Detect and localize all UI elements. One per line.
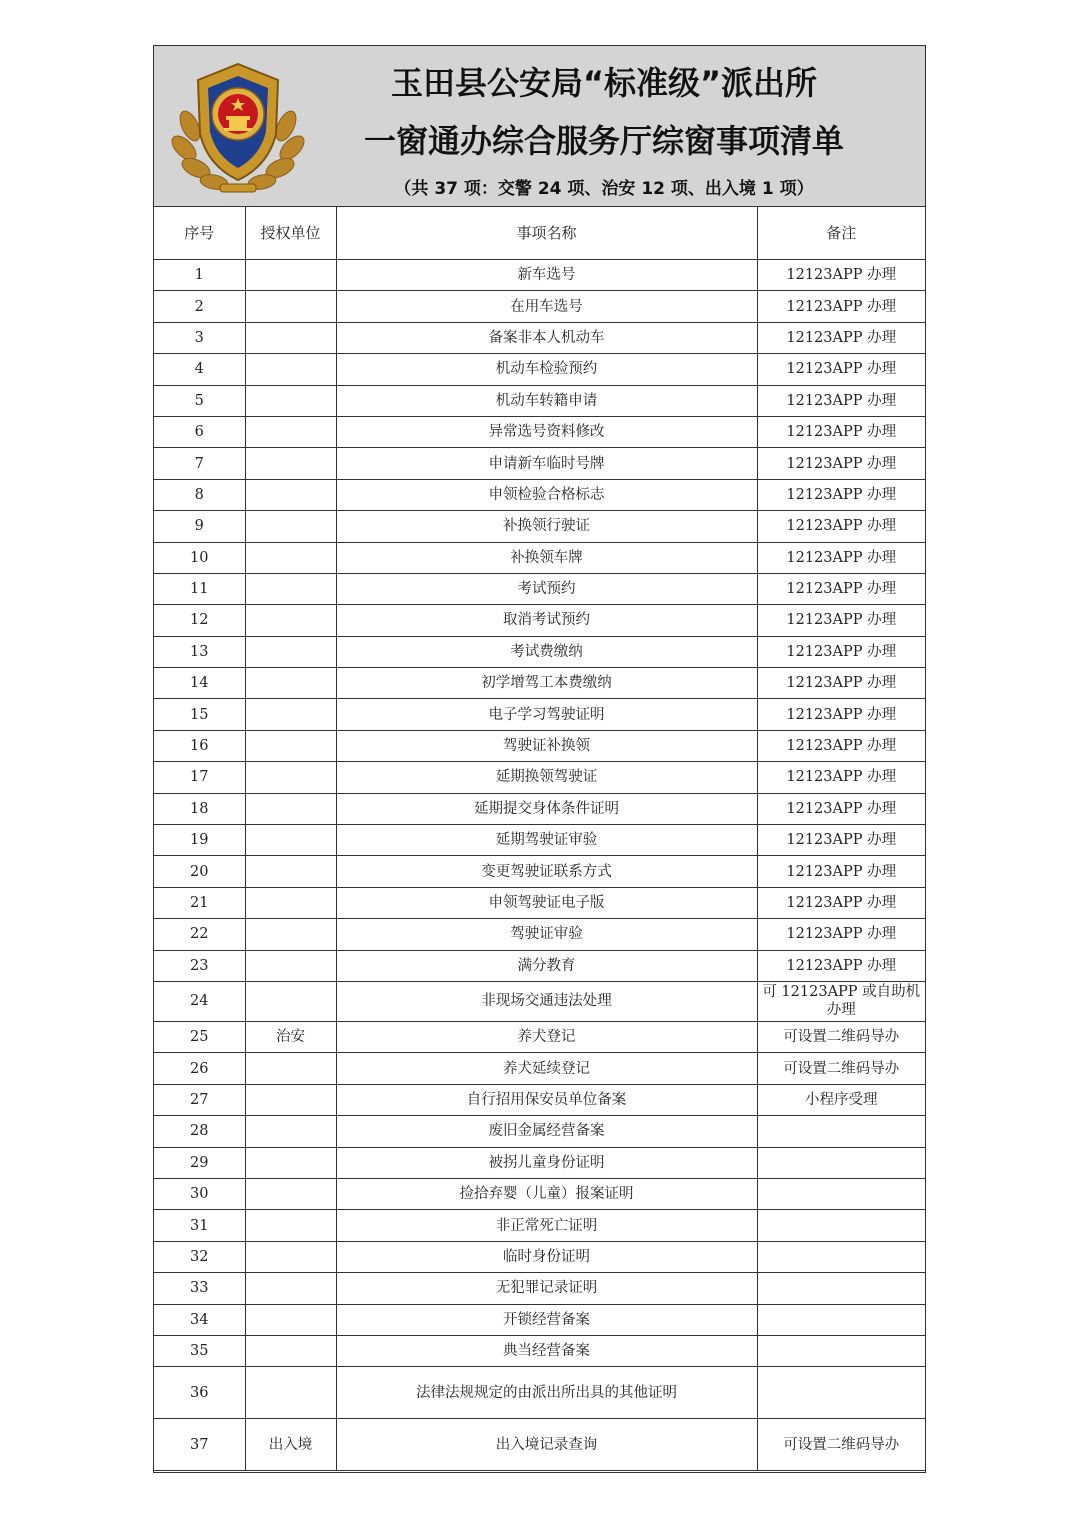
authorized-unit-cell [245, 950, 336, 981]
note-cell: 12123APP 办理 [757, 260, 925, 291]
item-name-cell: 法律法规规定的由派出所出具的其他证明 [336, 1367, 757, 1419]
item-name-cell: 延期换领驾驶证 [336, 762, 757, 793]
item-name-cell: 初学增驾工本费缴纳 [336, 668, 757, 699]
row-number-cell: 35 [154, 1335, 245, 1366]
row-number-cell: 13 [154, 636, 245, 667]
item-name-cell: 被拐儿童身份证明 [336, 1147, 757, 1178]
note-cell: 12123APP 办理 [757, 825, 925, 856]
table-row [154, 322, 925, 353]
table-row [154, 260, 925, 291]
item-name-cell: 变更驾驶证联系方式 [336, 856, 757, 887]
table-row [154, 605, 925, 636]
authorized-unit-cell [245, 511, 336, 542]
item-name-cell: 补换领车牌 [336, 542, 757, 573]
row-number-cell: 16 [154, 730, 245, 761]
authorized-unit-cell [245, 730, 336, 761]
table-row [154, 919, 925, 950]
item-name-cell: 开锁经营备案 [336, 1304, 757, 1335]
authorized-unit-cell [245, 856, 336, 887]
row-number-cell: 28 [154, 1116, 245, 1147]
table-row [154, 636, 925, 667]
note-cell [757, 1304, 925, 1335]
item-name-cell: 异常选号资料修改 [336, 416, 757, 447]
item-name-cell: 机动车转籍申请 [336, 385, 757, 416]
table-row [154, 1210, 925, 1241]
table-header-row [154, 206, 925, 260]
item-name-cell: 废旧金属经营备案 [336, 1116, 757, 1147]
note-cell: 12123APP 办理 [757, 322, 925, 353]
table-row [154, 1053, 925, 1084]
note-cell: 12123APP 办理 [757, 354, 925, 385]
item-name-cell: 捡拾弃婴（儿童）报案证明 [336, 1178, 757, 1209]
row-number-cell: 27 [154, 1084, 245, 1115]
table-row [154, 511, 925, 542]
item-name-cell: 满分教育 [336, 950, 757, 981]
item-name-cell: 非正常死亡证明 [336, 1210, 757, 1241]
header-banner [154, 46, 925, 207]
table-row [154, 887, 925, 918]
row-number-cell: 26 [154, 1053, 245, 1084]
table-row [154, 385, 925, 416]
authorized-unit-cell [245, 1241, 336, 1272]
item-name-cell: 养犬登记 [336, 1021, 757, 1052]
table-row [154, 354, 925, 385]
item-name-cell: 考试预约 [336, 573, 757, 604]
authorized-unit-cell [245, 573, 336, 604]
item-name-cell: 新车选号 [336, 260, 757, 291]
row-number-cell: 8 [154, 479, 245, 510]
note-cell [757, 1273, 925, 1304]
table-row [154, 981, 925, 1021]
table-row [154, 1178, 925, 1209]
item-name-cell: 典当经营备案 [336, 1335, 757, 1366]
authorized-unit-cell [245, 1178, 336, 1209]
row-number-cell: 31 [154, 1210, 245, 1241]
note-cell: 12123APP 办理 [757, 605, 925, 636]
table-row [154, 542, 925, 573]
row-number-cell: 36 [154, 1367, 245, 1419]
note-cell [757, 1367, 925, 1419]
row-number-cell: 20 [154, 856, 245, 887]
table-row [154, 856, 925, 887]
note-cell: 12123APP 办理 [757, 636, 925, 667]
table-row [154, 1084, 925, 1115]
authorized-unit-cell [245, 1116, 336, 1147]
table-row [154, 1116, 925, 1147]
note-cell: 小程序受理 [757, 1084, 925, 1115]
authorized-unit-cell [245, 919, 336, 950]
column-header-number: 序号 [154, 206, 245, 260]
row-number-cell: 6 [154, 416, 245, 447]
note-cell [757, 1210, 925, 1241]
table-row [154, 291, 925, 322]
item-name-cell: 申领检验合格标志 [336, 479, 757, 510]
authorized-unit-cell: 出入境 [245, 1419, 336, 1471]
authorized-unit-cell [245, 1210, 336, 1241]
note-cell: 可设置二维码导办 [757, 1053, 925, 1084]
item-name-cell: 申请新车临时号牌 [336, 448, 757, 479]
service-items-table [154, 206, 925, 1471]
row-number-cell: 34 [154, 1304, 245, 1335]
row-number-cell: 2 [154, 291, 245, 322]
authorized-unit-cell: 治安 [245, 1021, 336, 1052]
item-name-cell: 机动车检验预约 [336, 354, 757, 385]
note-cell: 12123APP 办理 [757, 699, 925, 730]
table-row [154, 573, 925, 604]
item-name-cell: 考试费缴纳 [336, 636, 757, 667]
note-cell [757, 1147, 925, 1178]
authorized-unit-cell [245, 793, 336, 824]
note-cell: 12123APP 办理 [757, 919, 925, 950]
authorized-unit-cell [245, 668, 336, 699]
authorized-unit-cell [245, 385, 336, 416]
row-number-cell: 5 [154, 385, 245, 416]
item-name-cell: 无犯罪记录证明 [336, 1273, 757, 1304]
row-number-cell: 11 [154, 573, 245, 604]
table-row [154, 699, 925, 730]
note-cell [757, 1241, 925, 1272]
item-count-summary: （共 37 项：交警 24 项、治安 12 项、出入境 1 项） [394, 179, 814, 199]
row-number-cell: 12 [154, 605, 245, 636]
row-number-cell: 4 [154, 354, 245, 385]
note-cell: 12123APP 办理 [757, 762, 925, 793]
authorized-unit-cell [245, 354, 336, 385]
note-cell: 12123APP 办理 [757, 385, 925, 416]
table-row [154, 730, 925, 761]
authorized-unit-cell [245, 479, 336, 510]
row-number-cell: 17 [154, 762, 245, 793]
police-emblem-icon [168, 56, 308, 196]
row-number-cell: 7 [154, 448, 245, 479]
note-cell: 12123APP 办理 [757, 856, 925, 887]
column-header-item-name: 事项名称 [336, 206, 757, 260]
note-cell: 12123APP 办理 [757, 479, 925, 510]
note-cell: 12123APP 办理 [757, 950, 925, 981]
column-header-unit: 授权单位 [245, 206, 336, 260]
item-name-cell: 自行招用保安员单位备案 [336, 1084, 757, 1115]
row-number-cell: 15 [154, 699, 245, 730]
note-cell: 可设置二维码导办 [757, 1021, 925, 1052]
table-row [154, 479, 925, 510]
row-number-cell: 33 [154, 1273, 245, 1304]
note-cell [757, 1178, 925, 1209]
item-name-cell: 驾驶证补换领 [336, 730, 757, 761]
item-name-cell: 非现场交通违法处理 [336, 981, 757, 1021]
item-name-cell: 驾驶证审验 [336, 919, 757, 950]
row-number-cell: 37 [154, 1419, 245, 1471]
authorized-unit-cell [245, 605, 336, 636]
authorized-unit-cell [245, 291, 336, 322]
table-row [154, 793, 925, 824]
authorized-unit-cell [245, 1367, 336, 1419]
table-body [154, 260, 925, 1471]
item-name-cell: 补换领行驶证 [336, 511, 757, 542]
note-cell: 可设置二维码导办 [757, 1419, 925, 1471]
item-name-cell: 申领驾驶证电子版 [336, 887, 757, 918]
note-cell: 12123APP 办理 [757, 887, 925, 918]
authorized-unit-cell [245, 1335, 336, 1366]
table-row [154, 1304, 925, 1335]
note-cell: 12123APP 办理 [757, 730, 925, 761]
table-row [154, 668, 925, 699]
authorized-unit-cell [245, 1147, 336, 1178]
item-name-cell: 在用车选号 [336, 291, 757, 322]
table-row [154, 950, 925, 981]
row-number-cell: 30 [154, 1178, 245, 1209]
authorized-unit-cell [245, 825, 336, 856]
authorized-unit-cell [245, 1304, 336, 1335]
row-number-cell: 10 [154, 542, 245, 573]
table-row [154, 1273, 925, 1304]
item-name-cell: 延期提交身体条件证明 [336, 793, 757, 824]
row-number-cell: 24 [154, 981, 245, 1021]
note-cell: 12123APP 办理 [757, 511, 925, 542]
authorized-unit-cell [245, 448, 336, 479]
item-name-cell: 取消考试预约 [336, 605, 757, 636]
row-number-cell: 14 [154, 668, 245, 699]
authorized-unit-cell [245, 542, 336, 573]
column-header-note: 备注 [757, 206, 925, 260]
row-number-cell: 23 [154, 950, 245, 981]
table-row [154, 1021, 925, 1052]
authorized-unit-cell [245, 636, 336, 667]
authorized-unit-cell [245, 1084, 336, 1115]
authorized-unit-cell [245, 762, 336, 793]
authorized-unit-cell [245, 699, 336, 730]
table-row [154, 1241, 925, 1272]
row-number-cell: 3 [154, 322, 245, 353]
row-number-cell: 25 [154, 1021, 245, 1052]
row-number-cell: 29 [154, 1147, 245, 1178]
row-number-cell: 32 [154, 1241, 245, 1272]
row-number-cell: 21 [154, 887, 245, 918]
item-name-cell: 电子学习驾驶证明 [336, 699, 757, 730]
authorized-unit-cell [245, 322, 336, 353]
table-row [154, 825, 925, 856]
table-row [154, 1335, 925, 1366]
authorized-unit-cell [245, 260, 336, 291]
note-cell: 12123APP 办理 [757, 416, 925, 447]
table-row [154, 1147, 925, 1178]
note-cell [757, 1335, 925, 1366]
authorized-unit-cell [245, 887, 336, 918]
row-number-cell: 19 [154, 825, 245, 856]
row-number-cell: 18 [154, 793, 245, 824]
note-cell: 12123APP 办理 [757, 291, 925, 322]
row-number-cell: 1 [154, 260, 245, 291]
authorized-unit-cell [245, 981, 336, 1021]
authorized-unit-cell [245, 416, 336, 447]
table-row [154, 416, 925, 447]
page-title: 玉田县公安局“标准级”派出所 [390, 64, 818, 102]
note-cell: 12123APP 办理 [757, 573, 925, 604]
authorized-unit-cell [245, 1273, 336, 1304]
row-number-cell: 22 [154, 919, 245, 950]
table-row [154, 1419, 925, 1471]
authorized-unit-cell [245, 1053, 336, 1084]
service-list-sheet [153, 45, 926, 1473]
page-subtitle-title: 一窗通办综合服务厅综窗事项清单 [363, 122, 844, 160]
item-name-cell: 养犬延续登记 [336, 1053, 757, 1084]
item-name-cell: 出入境记录查询 [336, 1419, 757, 1471]
item-name-cell: 延期驾驶证审验 [336, 825, 757, 856]
item-name-cell: 临时身份证明 [336, 1241, 757, 1272]
note-cell [757, 1116, 925, 1147]
table-row [154, 762, 925, 793]
note-cell: 12123APP 办理 [757, 542, 925, 573]
note-cell: 12123APP 办理 [757, 668, 925, 699]
item-name-cell: 备案非本人机动车 [336, 322, 757, 353]
row-number-cell: 9 [154, 511, 245, 542]
note-cell: 12123APP 办理 [757, 448, 925, 479]
table-row [154, 448, 925, 479]
table-row [154, 1367, 925, 1419]
note-cell: 可 12123APP 或自助机办理 [757, 981, 925, 1021]
note-cell: 12123APP 办理 [757, 793, 925, 824]
